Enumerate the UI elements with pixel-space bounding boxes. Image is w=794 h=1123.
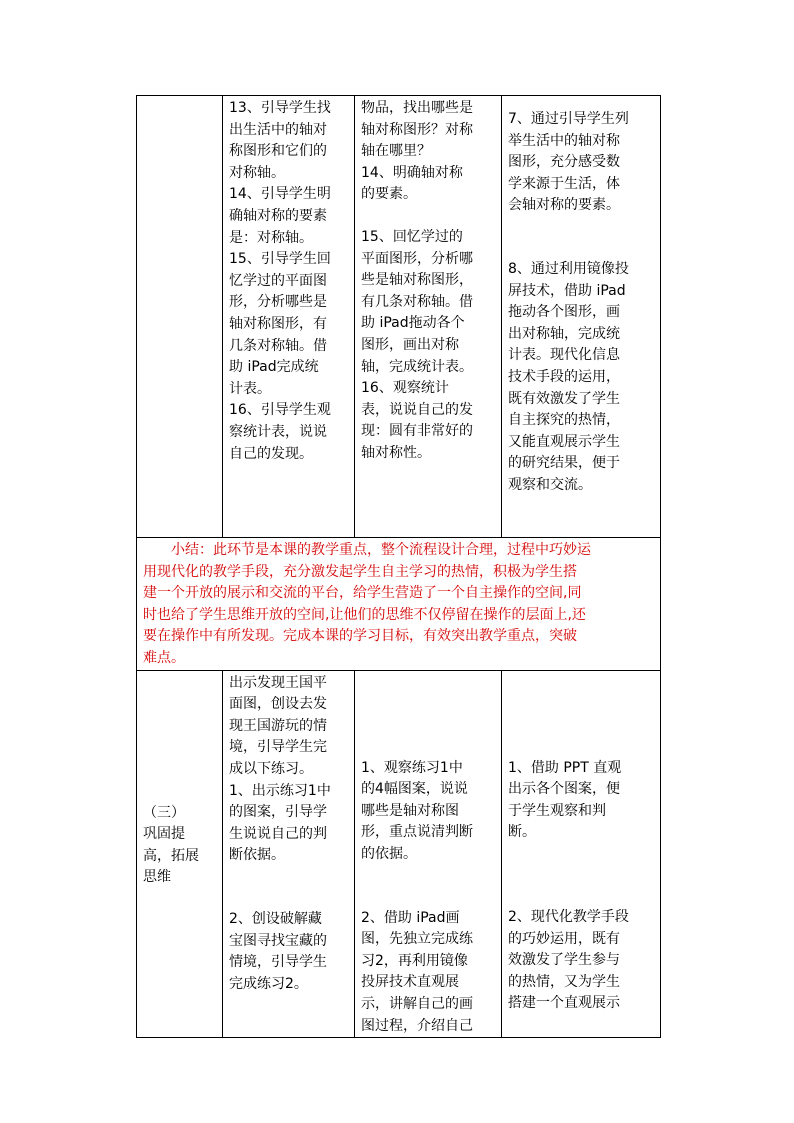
text-line: 形，分析哪些是 [229,294,327,311]
text-line: 的4幅图案，说说 [361,781,468,798]
text-line: 对称轴。 [229,164,285,181]
text-line: 情境，引导学生 [229,954,327,971]
text-line: 境，引导学生完 [229,739,327,756]
text-line: 效激发了学生参与 [508,952,620,969]
text-line: 的图案，引导学 [229,804,327,821]
summary-line: 时也给了学生思维开放的空间,让他们的思维不仅停留在操作的层面上,还 [143,606,586,623]
stage-label: 高，拓展 [143,847,199,864]
stage-label: 巩固提 [143,826,185,843]
summary-row [137,538,661,671]
text-line: 图形，充分感受数 [508,154,620,171]
design-intent-cell [502,96,661,538]
text-line: 举生活中的轴对称 [508,132,620,149]
text-line: 平面图形，分析哪 [361,250,473,267]
text-line: 断。 [508,824,536,841]
text-line: 确轴对称的要素 [229,207,327,224]
summary-line: 用现代化的教学手段，充分激发起学生自主学习的热情，积极为学生搭 [143,563,577,580]
text-line: 1、出示练习1中 [229,782,331,799]
text-line: 宝图寻找宝藏的 [229,932,327,949]
summary-line: 小结：此环节是本课的教学重点，整个流程设计合理，过程中巧妙运 [171,542,591,558]
text-line: 轴对称图形？对称 [361,121,473,138]
text-line: 技术手段的运用， [508,368,620,385]
text-line: 拖动各个图形，画 [508,304,620,321]
text-line: 15、引导学生回 [229,251,331,268]
text-line: 于学生观察和判 [508,802,606,819]
stage-cell [137,670,223,1038]
text-line: 生说说自己的判 [229,825,327,842]
text-line: 示，讲解自己的画 [361,995,473,1012]
text-line: 的研究结果，便于 [508,455,620,472]
text-line: 又能直观展示学生 [508,433,620,450]
design-intent-cell [502,670,661,1038]
text-line: 图过程，介绍自己 [361,1017,473,1034]
text-line: 2、借助 iPad画 [361,909,460,926]
text-line: 2、现代化教学手段 [508,908,629,925]
text-line: 成以下练习。 [229,760,313,777]
text-line: 称图形和它们的 [229,143,327,160]
table-row [137,96,661,538]
text-line: 助 iPad拖动各个 [361,315,465,332]
text-line: 现：圆有非常好的 [361,423,473,440]
text-line: 出生活中的轴对 [229,121,327,138]
text-line: 轴，完成统计表。 [361,358,473,375]
text-line: 出对称轴，完成统 [508,325,620,342]
text-line: 1、观察练习1中 [361,759,463,776]
text-line: 的热情，又为学生 [508,973,620,990]
student-activity-cell [355,670,502,1038]
summary-line: 难点。 [143,649,185,666]
text-line: 形，重点说清判断 [361,824,473,841]
text-line: 屏技术，借助 iPad [508,282,626,299]
text-line: 会轴对称的要素。 [508,197,620,214]
text-line: 16、引导学生观 [229,402,331,419]
stage-label: （三） [143,804,185,821]
text-line: 出示发现王国平 [229,674,327,691]
text-line: 1、借助 PPT 直观 [508,759,622,776]
text-line: 些是轴对称图形， [361,272,473,289]
text-line: 7、通过引导学生列 [508,111,629,127]
text-line: 的依据。 [361,845,417,862]
text-line: 表，说说自己的发 [361,401,473,418]
text-line: 计表。现代化信息 [508,347,620,364]
text-line: 习2，再利用镜像 [361,952,468,969]
text-line: 搭建一个直观展示 [508,995,620,1012]
stage-label: 思维 [143,869,171,886]
text-line: 轴对称图形，有 [229,315,327,332]
text-line: 15、回忆学过的 [361,228,463,245]
text-line: 面图，创设去发 [229,696,327,713]
text-line: 图，先独立完成练 [361,931,473,948]
text-line: 现王国游玩的情 [229,717,327,734]
text-line: 14、引导学生明 [229,186,331,203]
teacher-activity-cell [223,670,355,1038]
stage-cell [137,96,223,538]
summary-cell [137,538,661,671]
summary-line: 建一个开放的展示和交流的平台，给学生营造了一个自主操作的空间,同 [143,585,582,602]
text-line: 既有效激发了学生 [508,390,620,407]
text-line: 14、明确轴对称 [361,164,463,181]
student-activity-cell [355,96,502,538]
text-line: 几条对称轴。借 [229,337,327,354]
text-line: 忆学过的平面图 [229,272,327,289]
text-line: 助 iPad完成统 [229,359,319,376]
text-line: 完成练习2。 [229,975,308,992]
text-line: 2、创设破解藏 [229,910,322,927]
text-line: 图形，画出对称 [361,336,459,353]
text-line: 断依据。 [229,847,285,864]
text-line: 自己的发现。 [229,445,313,462]
summary-line: 要在操作中有所发现。完成本课的学习目标，有效突出教学重点，突破 [143,628,577,645]
text-line: 自主探究的热情， [508,412,620,429]
text-line: 8、通过利用镜像投 [508,260,629,277]
text-line: 轴对称性。 [361,444,431,461]
text-line: 轴在哪里？ [361,143,431,160]
text-line: 哪些是轴对称图 [361,802,459,819]
text-line: 学来源于生活，体 [508,175,620,192]
text-line: 投屏技术直观展 [361,974,459,991]
text-line: 13、引导学生找 [229,100,331,116]
text-line: 有几条对称轴。借 [361,293,473,310]
text-line: 出示各个图案，便 [508,781,620,798]
text-line: 16、观察统计 [361,380,449,397]
text-line: 物品，找出哪些是 [361,100,473,116]
teacher-activity-cell [223,96,355,538]
text-line: 观察和交流。 [508,476,592,493]
text-line: 是：对称轴。 [229,229,313,246]
text-line: 的要素。 [361,186,417,203]
text-line: 的巧妙运用，既有 [508,930,620,947]
lesson-plan-table [136,95,661,1038]
text-line: 计表。 [229,380,271,397]
text-line: 察统计表，说说 [229,423,327,440]
table-row [137,670,661,1038]
